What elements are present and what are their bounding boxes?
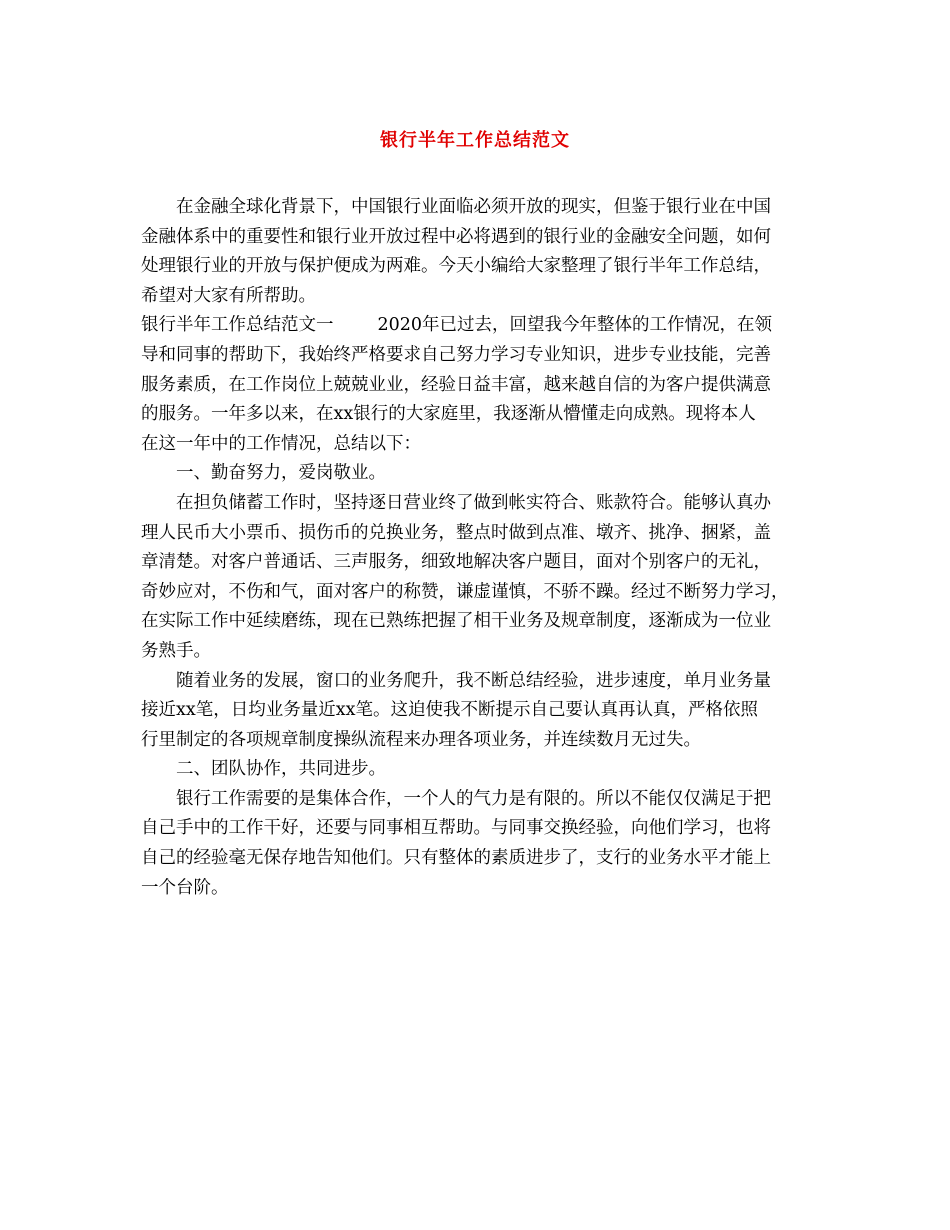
document-title: 银行半年工作总结范文 [380,130,570,151]
paragraph-line-with-heading [141,311,821,341]
paragraph-line: 奇妙应对，不伤和气，面对客户的称赞，谦虚谨慎，不骄不躁。经过不断努力学习， [141,581,789,602]
section-heading: 银行半年工作总结范文一 [141,315,334,336]
document-body [141,193,821,903]
paragraph-line: 随着业务的发展，窗口的业务爬升，我不断总结经验，进步速度，单月业务量 [176,670,771,691]
paragraph-line: 务熟手。 [141,640,211,661]
paragraph-line: 服务素质，在工作岗位上兢兢业业，经验日益丰富，越来越自信的为客户提供满意 [141,374,771,395]
paragraph-line: 在金融全球化背景下，中国银行业面临必须开放的现实，但鉴于银行业在中国 [176,197,771,217]
paragraph-text: 2020年已过去，回望我今年整体的工作情况，在领 [377,315,773,336]
paragraph-line: 自己的经验毫无保存地告知他们。只有整体的素质进步了，支行的业务水平才能上 [141,848,771,869]
paragraph-line: 处理银行业的开放与保护便成为两难。今天小编给大家整理了银行半年工作总结， [141,256,771,277]
paragraph-line: 希望对大家有所帮助。 [141,285,316,306]
paragraph-line: 的服务。一年多以来，在xx银行的大家庭里，我逐渐从懵懂走向成熟。现将本人 [141,404,756,425]
paragraph-line: 章清楚。对客户普通话、三声服务，细致地解决客户题目，面对个别客户的无礼， [141,552,771,573]
paragraph-line: 理人民币大小票币、损伤币的兑换业务，整点时做到点准、墩齐、挑净、捆紧，盖 [141,522,771,543]
paragraph-line: 自己手中的工作干好，还要与同事相互帮助。与同事交换经验，向他们学习，也将 [141,818,771,839]
section-heading: 二、团队协作，共同进步。 [176,759,386,780]
paragraph-line: 行里制定的各项规章制度操纵流程来办理各项业务，并连续数月无过失。 [141,729,701,750]
paragraph-line: 接近xx笔，日均业务量近xx笔。这迫使我不断提示自己要认真再认真，严格依照 [141,700,758,721]
paragraph-line: 导和同事的帮助下，我始终严格要求自己努力学习专业知识，进步专业技能，完善 [141,344,771,365]
paragraph-line: 在这一年中的工作情况，总结以下： [141,433,421,454]
paragraph-line: 在担负储蓄工作时，坚持逐日营业终了做到帐实符合、账款符合。能够认真办 [176,492,771,513]
paragraph-line: 金融体系中的重要性和银行业开放过程中必将遇到的银行业的金融安全问题，如何 [141,226,771,247]
paragraph-line: 银行工作需要的是集体合作，一个人的气力是有限的。所以不能仅仅满足于把 [176,788,771,809]
paragraph-line: 在实际工作中延续磨练，现在已熟练把握了相干业务及规章制度，逐渐成为一位业 [141,611,771,632]
paragraph-line: 一个台阶。 [141,877,229,898]
section-heading: 一、勤奋努力，爱岗敬业。 [176,463,386,484]
